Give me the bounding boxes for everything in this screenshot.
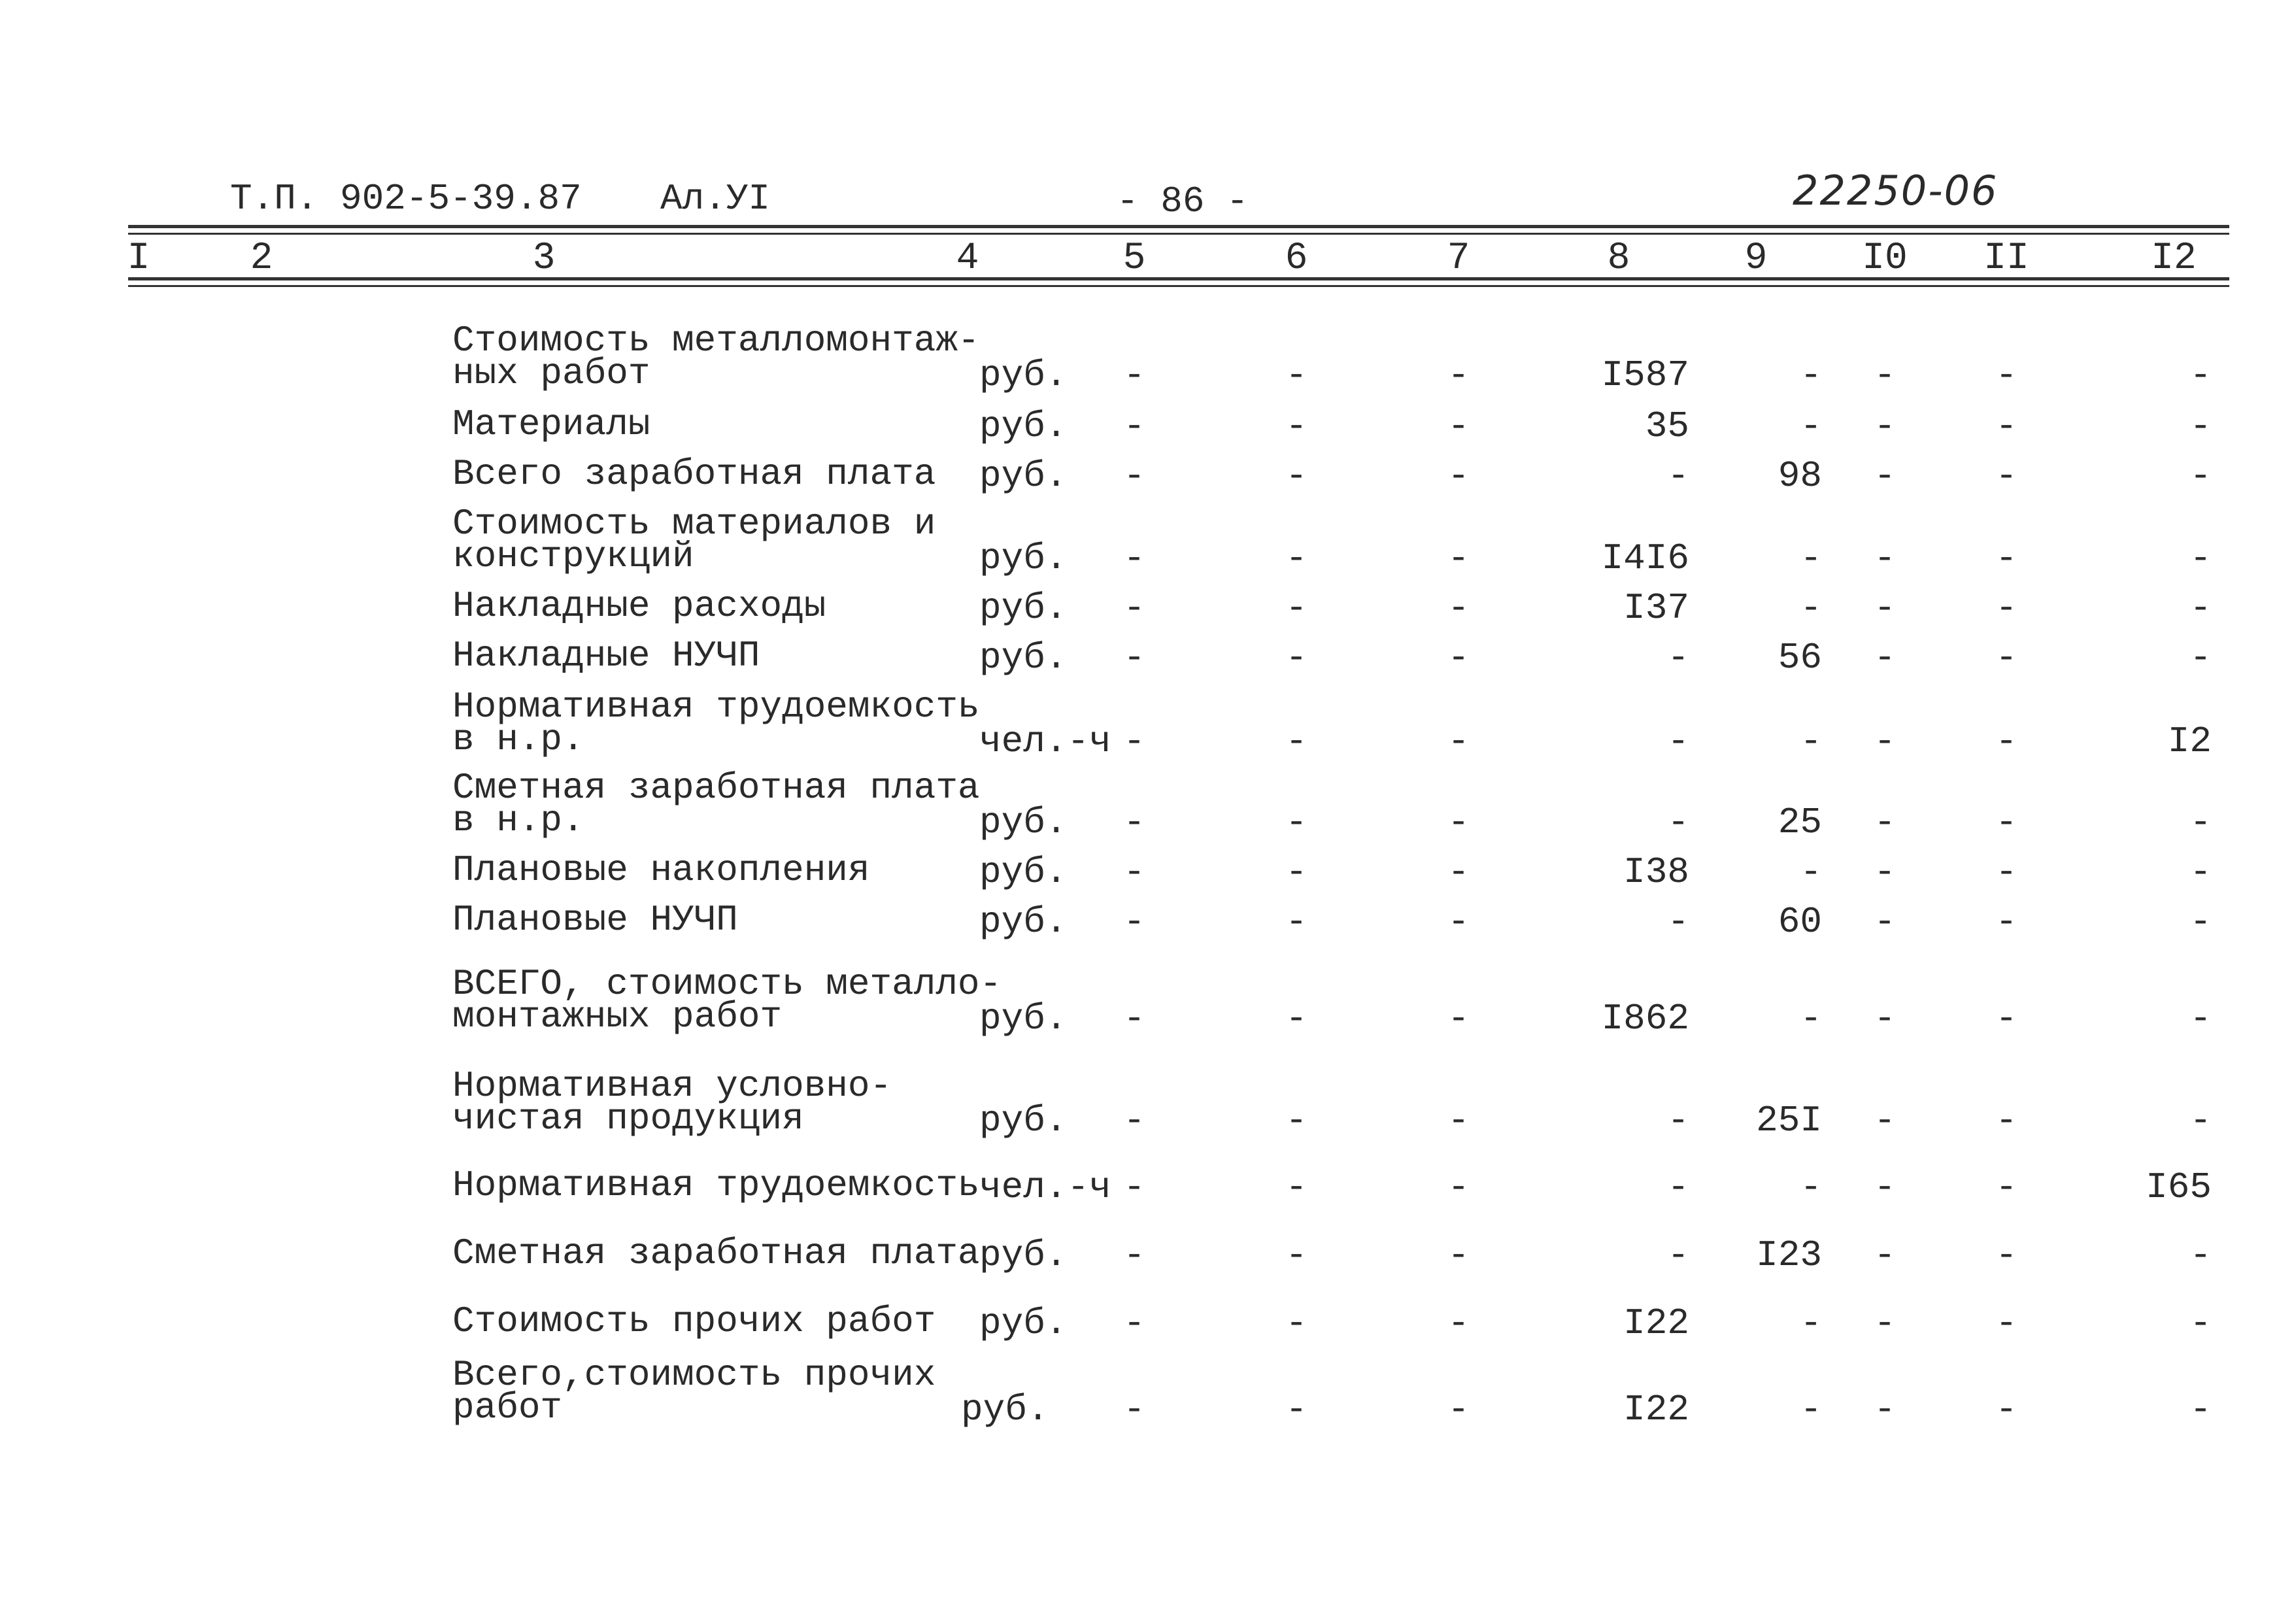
cell-col10: -: [1874, 354, 1896, 396]
cell-col12: -: [2189, 802, 2212, 843]
cell-col6: -: [1285, 455, 1307, 497]
cell-col8: I37: [1623, 587, 1689, 629]
column-number: I0: [1862, 237, 1908, 280]
cell-col8: -: [1667, 1234, 1689, 1276]
row-label: Накладные НУЧП: [452, 635, 760, 677]
cell-col7: -: [1447, 1100, 1470, 1142]
cell-col5: -: [1123, 851, 1145, 893]
cell-col5: -: [1123, 537, 1145, 579]
cell-col9: -: [1800, 720, 1822, 762]
cell-col9: -: [1800, 405, 1822, 447]
cell-col9: 25I: [1756, 1100, 1822, 1142]
cell-col10: -: [1874, 998, 1896, 1040]
cell-col12: -: [2189, 405, 2212, 447]
cell-col12: -: [2189, 851, 2212, 893]
cell-col8: 35: [1645, 405, 1689, 447]
cell-col12: -: [2189, 1389, 2212, 1430]
cell-col7: -: [1447, 1166, 1470, 1208]
cell-col11: -: [1995, 1100, 2017, 1142]
cell-col9: -: [1800, 354, 1822, 396]
row-unit: чел.-ч: [979, 1166, 1111, 1208]
cell-col5: -: [1123, 587, 1145, 629]
row-unit: руб.: [979, 354, 1068, 396]
row-label: Сметная заработная плата: [452, 1232, 980, 1274]
cell-col7: -: [1447, 587, 1470, 629]
cell-col6: -: [1285, 1166, 1307, 1208]
cell-col10: -: [1874, 637, 1896, 679]
row-label: Нормативная условно- чистая продукция: [452, 1065, 892, 1140]
cell-col10: -: [1874, 1234, 1896, 1276]
cell-col11: -: [1995, 537, 2017, 579]
row-unit: чел.-ч: [979, 720, 1111, 762]
cell-col6: -: [1285, 901, 1307, 943]
cell-col5: -: [1123, 1302, 1145, 1344]
cell-col10: -: [1874, 1389, 1896, 1430]
cell-col12: -: [2189, 354, 2212, 396]
album-number: Ал.УI: [660, 178, 771, 220]
cell-col8: I38: [1623, 851, 1689, 893]
cell-col8: -: [1667, 455, 1689, 497]
cell-col12: -: [2189, 455, 2212, 497]
cell-col6: -: [1285, 851, 1307, 893]
cell-col12: I2: [2167, 720, 2212, 762]
cell-col10: -: [1874, 901, 1896, 943]
table-header-bottom-rule: [128, 277, 2229, 280]
cell-col9: I23: [1756, 1234, 1822, 1276]
cell-col5: -: [1123, 1389, 1145, 1430]
cell-col6: -: [1285, 1389, 1307, 1430]
row-label: Нормативная трудоемкость: [452, 1164, 980, 1206]
cell-col12: I65: [2146, 1166, 2212, 1208]
row-label: ВСЕГО, стоимость металло- монтажных работ: [452, 963, 1002, 1038]
row-label: Накладные расходы: [452, 585, 826, 627]
row-label: Нормативная трудоемкость в н.р.: [452, 686, 980, 760]
cell-col5: -: [1123, 1166, 1145, 1208]
cell-col5: -: [1123, 1100, 1145, 1142]
cell-col9: 25: [1778, 802, 1822, 843]
row-unit: руб.: [979, 587, 1068, 629]
cell-col10: -: [1874, 802, 1896, 843]
cell-col6: -: [1285, 1234, 1307, 1276]
cell-col5: -: [1123, 637, 1145, 679]
cell-col8: -: [1667, 720, 1689, 762]
cell-col5: -: [1123, 802, 1145, 843]
row-label: Плановые накопления: [452, 849, 870, 891]
cell-col8: I587: [1601, 354, 1689, 396]
cell-col7: -: [1447, 802, 1470, 843]
cell-col10: -: [1874, 587, 1896, 629]
row-unit: руб.: [979, 537, 1068, 579]
cell-col12: -: [2189, 1100, 2212, 1142]
cell-col5: -: [1123, 720, 1145, 762]
cell-col5: -: [1123, 998, 1145, 1040]
column-number: 4: [956, 237, 979, 280]
row-unit: руб.: [979, 637, 1068, 679]
cell-col8: -: [1667, 637, 1689, 679]
cell-col7: -: [1447, 1234, 1470, 1276]
cell-col11: -: [1995, 405, 2017, 447]
cell-col11: -: [1995, 1234, 2017, 1276]
row-unit: руб.: [979, 901, 1068, 943]
cell-col10: -: [1874, 1100, 1896, 1142]
table-top-rule-inner: [128, 233, 2229, 235]
table-top-rule: [128, 225, 2229, 228]
cell-col10: -: [1874, 720, 1896, 762]
cell-col9: 56: [1778, 637, 1822, 679]
cell-col11: -: [1995, 901, 2017, 943]
cell-col5: -: [1123, 1234, 1145, 1276]
cell-col11: -: [1995, 637, 2017, 679]
cell-col11: -: [1995, 802, 2017, 843]
cell-col5: -: [1123, 354, 1145, 396]
cell-col7: -: [1447, 455, 1470, 497]
page-number: - 86 -: [1117, 180, 1249, 222]
cell-col8: -: [1667, 802, 1689, 843]
row-unit: руб.: [961, 1389, 1049, 1430]
row-label: Стоимость прочих работ: [452, 1300, 936, 1342]
cell-col10: -: [1874, 455, 1896, 497]
column-number: 6: [1285, 237, 1308, 280]
row-unit: руб.: [979, 1100, 1068, 1142]
cell-col9: -: [1800, 1389, 1822, 1430]
cell-col12: -: [2189, 998, 2212, 1040]
cell-col9: -: [1800, 851, 1822, 893]
cell-col12: -: [2189, 1302, 2212, 1344]
cell-col10: -: [1874, 851, 1896, 893]
cell-col6: -: [1285, 720, 1307, 762]
cell-col11: -: [1995, 851, 2017, 893]
cell-col11: -: [1995, 587, 2017, 629]
cell-col7: -: [1447, 405, 1470, 447]
cell-col7: -: [1447, 1389, 1470, 1430]
cell-col10: -: [1874, 1302, 1896, 1344]
cell-col11: -: [1995, 354, 2017, 396]
cell-col7: -: [1447, 998, 1470, 1040]
cell-col7: -: [1447, 851, 1470, 893]
cell-col7: -: [1447, 637, 1470, 679]
row-unit: руб.: [979, 998, 1068, 1040]
cell-col7: -: [1447, 354, 1470, 396]
row-unit: руб.: [979, 802, 1068, 843]
column-number: 5: [1122, 237, 1146, 280]
cell-col9: -: [1800, 1166, 1822, 1208]
inventory-number: 22250-06: [1793, 167, 1999, 214]
cell-col8: I22: [1623, 1302, 1689, 1344]
cell-col10: -: [1874, 405, 1896, 447]
cell-col7: -: [1447, 901, 1470, 943]
column-number: II: [1983, 237, 2029, 280]
row-unit: руб.: [979, 1302, 1068, 1344]
cell-col11: -: [1995, 1302, 2017, 1344]
cell-col6: -: [1285, 405, 1307, 447]
cell-col5: -: [1123, 405, 1145, 447]
cell-col6: -: [1285, 637, 1307, 679]
cell-col9: -: [1800, 587, 1822, 629]
cell-col9: 60: [1778, 901, 1822, 943]
column-number: I2: [2151, 237, 2197, 280]
cell-col6: -: [1285, 1100, 1307, 1142]
cell-col9: -: [1800, 1302, 1822, 1344]
cell-col6: -: [1285, 1302, 1307, 1344]
cell-col8: -: [1667, 901, 1689, 943]
cell-col8: I862: [1601, 998, 1689, 1040]
column-number: I: [127, 237, 150, 280]
row-label: Плановые НУЧП: [452, 899, 738, 941]
row-label: Стоимость металломонтаж- ных работ: [452, 320, 980, 394]
row-unit: руб.: [979, 1234, 1068, 1276]
cell-col8: I4I6: [1601, 537, 1689, 579]
row-label: Стоимость материалов и конструкций: [452, 503, 936, 577]
cell-col10: -: [1874, 1166, 1896, 1208]
cell-col9: -: [1800, 998, 1822, 1040]
row-unit: руб.: [979, 455, 1068, 497]
table-header-bottom-rule-inner: [128, 285, 2229, 287]
column-number: 2: [250, 237, 273, 280]
cell-col7: -: [1447, 1302, 1470, 1344]
document-code: Т.П. 902-5-39.87: [230, 178, 582, 220]
cell-col6: -: [1285, 587, 1307, 629]
cell-col8: I22: [1623, 1389, 1689, 1430]
cell-col6: -: [1285, 537, 1307, 579]
cell-col11: -: [1995, 720, 2017, 762]
cell-col7: -: [1447, 720, 1470, 762]
cell-col12: -: [2189, 1234, 2212, 1276]
column-number: 3: [532, 237, 556, 280]
cell-col7: -: [1447, 537, 1470, 579]
cell-col5: -: [1123, 455, 1145, 497]
row-unit: руб.: [979, 405, 1068, 447]
cell-col12: -: [2189, 901, 2212, 943]
cell-col11: -: [1995, 1389, 2017, 1430]
column-number: 7: [1447, 237, 1470, 280]
cell-col5: -: [1123, 901, 1145, 943]
row-label: Сметная заработная плата в н.р.: [452, 767, 980, 841]
row-label: Материалы: [452, 403, 650, 445]
cell-col12: -: [2189, 587, 2212, 629]
cell-col6: -: [1285, 998, 1307, 1040]
cell-col6: -: [1285, 802, 1307, 843]
row-label: Всего,стоимость прочих работ: [452, 1354, 936, 1429]
cell-col6: -: [1285, 354, 1307, 396]
cell-col9: 98: [1778, 455, 1822, 497]
cell-col12: -: [2189, 637, 2212, 679]
cell-col11: -: [1995, 998, 2017, 1040]
row-label: Всего заработная плата: [452, 453, 936, 495]
column-number: 9: [1744, 237, 1768, 280]
row-unit: руб.: [979, 851, 1068, 893]
column-number: 8: [1607, 237, 1630, 280]
cell-col10: -: [1874, 537, 1896, 579]
cell-col9: -: [1800, 537, 1822, 579]
cell-col12: -: [2189, 537, 2212, 579]
cell-col11: -: [1995, 1166, 2017, 1208]
cell-col11: -: [1995, 455, 2017, 497]
cell-col8: -: [1667, 1166, 1689, 1208]
cell-col8: -: [1667, 1100, 1689, 1142]
